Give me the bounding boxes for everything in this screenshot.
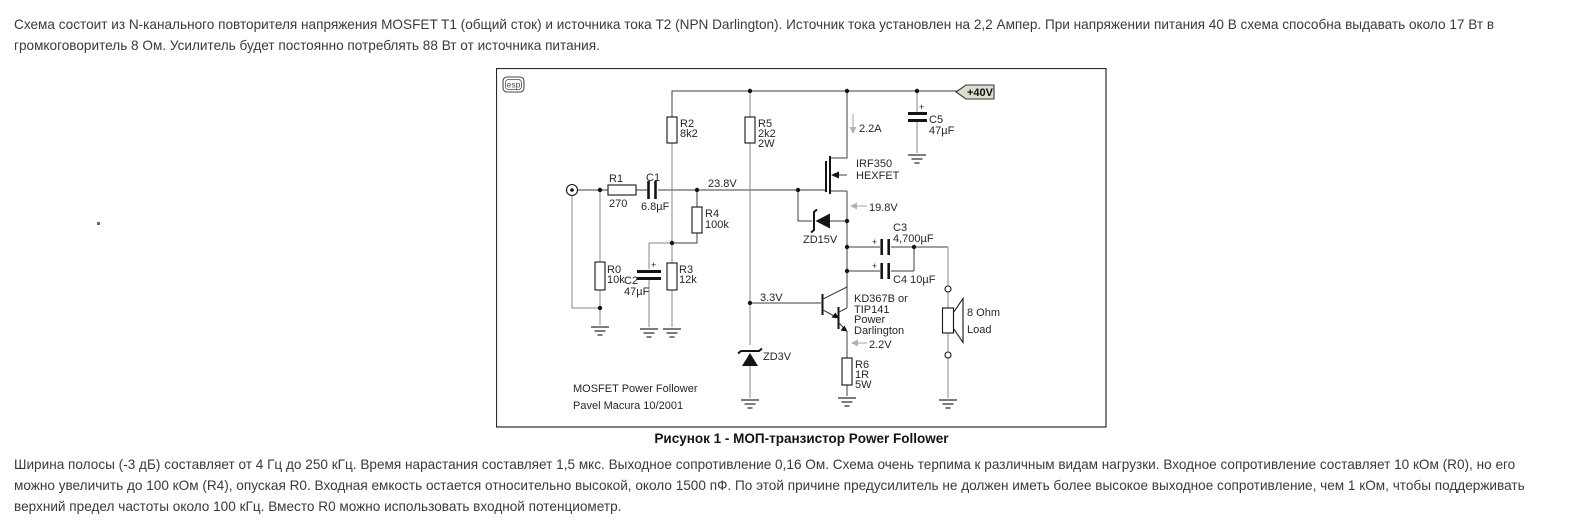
label-r0-value: 10k	[607, 274, 625, 286]
circuit-schematic	[496, 68, 1107, 428]
label-c2: C2	[624, 275, 639, 287]
label-c5-value: 47µF	[929, 125, 955, 137]
label-r1-value: 270	[609, 198, 628, 210]
label-q2-line1: KD367B or	[854, 293, 908, 305]
resistor-r6	[842, 358, 852, 385]
esp-logo-text: esp	[506, 79, 521, 90]
label-r4-value: 100k	[705, 219, 729, 231]
label-c3-value: 4,700µF	[893, 233, 934, 245]
body-paragraph	[14, 455, 1525, 517]
body-line-3: верхний предел частоты около 100 кГц. Вместо R0 можно использовать входной потенциометр.	[14, 498, 622, 514]
label-r2-value: 8k2	[680, 128, 698, 140]
label-r3-value: 12k	[679, 274, 697, 286]
label-load-line1: 8 Ohm	[967, 307, 1001, 319]
label-r6-value: 1R	[855, 369, 870, 381]
schematic-figure	[496, 68, 1107, 428]
label-r5: R5	[758, 118, 773, 130]
body-line-2: можно увеличить до 100 кОм (R4), опуская R0. Входная емкость остается относительно высокой, около 1500 пФ. По этой причине предусилитель не должен иметь более высокое выходное сопротивление, чем 1 кОм, чтобы поддерживать	[14, 477, 1525, 493]
resistor-r2	[667, 117, 677, 143]
resistor-r5	[745, 117, 755, 143]
intro-paragraph	[14, 15, 1494, 57]
label-c2-plus: +	[651, 260, 657, 270]
label-zd3: ZD3V	[763, 351, 792, 363]
figure-border	[497, 69, 1107, 428]
label-r5-rating: 2W	[758, 138, 775, 150]
label-c1-value: 6.8µF	[641, 201, 670, 213]
label-c4-plus: +	[872, 261, 878, 271]
label-v-emitter: 2.2V	[869, 339, 892, 351]
resistor-r1	[608, 185, 636, 195]
label-q1-line2: HEXFET	[856, 170, 900, 182]
label-load-line2: Load	[967, 324, 992, 336]
label-r6: R6	[855, 359, 870, 371]
label-zd15: ZD15V	[803, 234, 838, 246]
body-line-1: Ширина полосы (-3 дБ) составляет от 4 Гц до 250 кГц. Время нарастания составляет 1,5 мкс. Выходное сопротивление 0,16 Ом. Схема очень терпима к различным видам нагрузки. Входное сопротивление составляет 10 кОм (R0), но его	[14, 457, 1516, 472]
supply-tag-label: +40V	[967, 87, 993, 99]
figure-caption: Рисунок 1 - МОП-транзистор Power Follower	[654, 431, 949, 446]
label-credit-author: Pavel Macura 10/2001	[573, 400, 684, 412]
label-c5-plus: +	[919, 102, 925, 112]
label-r3: R3	[679, 264, 694, 276]
label-r1: R1	[609, 173, 624, 185]
label-q2-line4: Darlington	[854, 325, 905, 337]
label-c1: C1	[646, 172, 661, 184]
label-c2-value: 47µF	[624, 286, 650, 298]
resistor-r3	[667, 263, 677, 290]
label-q1-line1: IRF350	[856, 158, 893, 170]
label-r6-rating: 5W	[855, 379, 872, 391]
label-c4: C4 10µF	[893, 274, 936, 286]
label-r5-value: 2k2	[758, 128, 776, 140]
label-v-source: 19.8V	[869, 202, 898, 214]
input-connector	[567, 185, 578, 196]
label-q2-line2: TIP141	[854, 304, 890, 316]
label-v-base: 3.3V	[760, 292, 783, 304]
intro-line-1: Схема состоит из N-канального повторителя напряжения MOSFET T1 (общий сток) и источника тока T2 (NPN Darlington). Источник тока установлен на 2,2 Ампер. При напряжении питания 40 В схема способна выдавать около 17 Вт в	[14, 17, 1495, 32]
label-v-gate: 23.8V	[708, 178, 737, 190]
label-c3: C3	[893, 222, 908, 234]
stray-dot	[97, 222, 100, 225]
label-c3-plus: +	[872, 237, 878, 247]
label-r0: R0	[607, 264, 622, 276]
resistor-r4	[692, 207, 702, 233]
intro-line-2: громкоговоритель 8 Ом. Усилитель будет постоянно потреблять 88 Вт от источника питания.	[14, 37, 600, 53]
label-current: 2.2A	[859, 123, 882, 135]
label-c5: C5	[929, 114, 944, 126]
label-r4: R4	[705, 208, 720, 220]
resistor-r0	[595, 262, 605, 290]
label-r2: R2	[680, 118, 695, 130]
label-q2-line3: Power	[854, 314, 886, 326]
label-credit-title: MOSFET Power Follower	[573, 383, 698, 395]
